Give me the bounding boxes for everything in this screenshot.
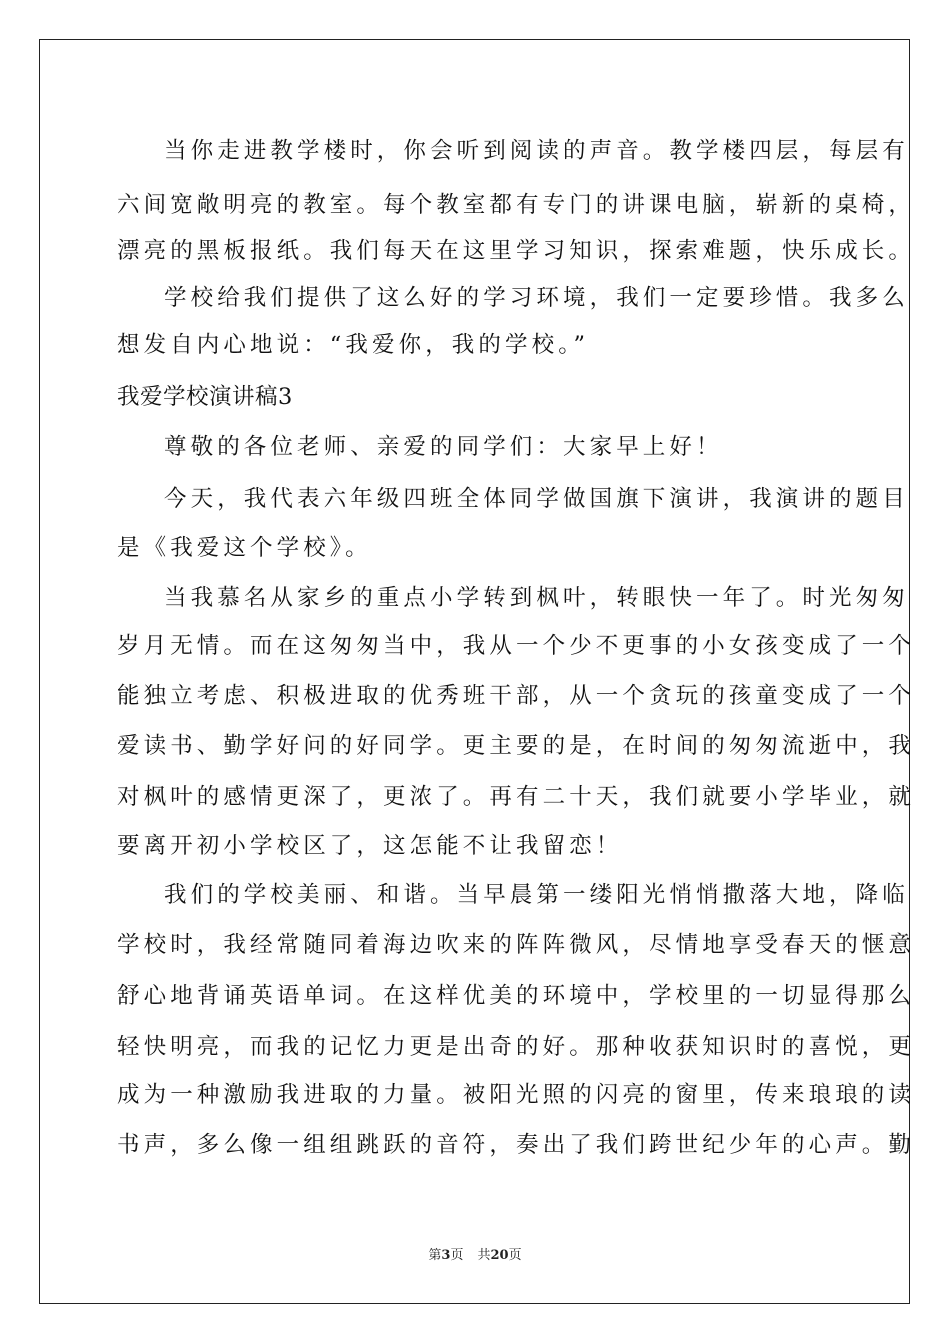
paragraph-line: 六间宽敞明亮的教室。每个教室都有专门的讲课电脑，崭新的桌椅， (117, 192, 916, 218)
paragraph-line: 学校给我们提供了这么好的学习环境，我们一定要珍惜。我多么 (164, 285, 909, 311)
paragraph-line: 岁月无情。而在这匆匆当中，我从一个少不更事的小女孩变成了一个 (117, 633, 916, 659)
paragraph-line: 要离开初小学校区了，这怎能不让我留恋！ (117, 833, 623, 859)
total-suffix: 页 (508, 1248, 522, 1263)
paragraph-line: 学校时，我经常随同着海边吹来的阵阵微风，尽情地享受春天的惬意 (117, 932, 916, 958)
paragraph-line: 舒心地背诵英语单词。在这样优美的环境中，学校里的一切显得那么 (117, 983, 916, 1009)
paragraph-line: 是《我爱这个学校》。 (117, 535, 372, 561)
paragraph-line: 当你走进教学楼时，你会听到阅读的声音。教学楼四层，每层有 (164, 138, 909, 164)
page-suffix: 页 (450, 1248, 464, 1263)
paragraph-line: 想发自内心地说：“我爱你，我的学校。” (117, 332, 590, 358)
paragraph-line: 轻快明亮，而我的记忆力更是出奇的好。那种收获知识时的喜悦，更 (117, 1034, 916, 1060)
paragraph-line: 我们的学校美丽、和谐。当早晨第一缕阳光悄悄撒落大地，降临 (164, 882, 909, 908)
page-frame (39, 39, 910, 1304)
paragraph-line: 当我慕名从家乡的重点小学转到枫叶，转眼快一年了。时光匆匆 (164, 585, 909, 611)
paragraph-line: 对枫叶的感情更深了，更浓了。再有二十天，我们就要小学毕业，就 (117, 784, 916, 810)
paragraph-line: 今天，我代表六年级四班全体同学做国旗下演讲，我演讲的题目 (164, 486, 909, 512)
total-prefix: 共 (477, 1248, 491, 1263)
paragraph-line: 尊敬的各位老师、亲爱的同学们：大家早上好！ (164, 434, 723, 460)
paragraph-line: 爱读书、勤学好问的好同学。更主要的是，在时间的匆匆流逝中，我 (117, 733, 916, 759)
section-heading: 我爱学校演讲稿3 (117, 384, 293, 410)
page-total: 20 (490, 1248, 509, 1263)
paragraph-line: 书声，多么像一组组跳跃的音符，奏出了我们跨世纪少年的心声。勤 (117, 1132, 916, 1158)
paragraph-line: 能独立考虑、积极进取的优秀班干部，从一个贪玩的孩童变成了一个 (117, 683, 916, 709)
page-prefix: 第 (428, 1248, 442, 1263)
page-footer (0, 1247, 950, 1265)
paragraph-line: 成为一种激励我进取的力量。被阳光照的闪亮的窗里，传来琅琅的读 (117, 1082, 916, 1108)
paragraph-line: 漂亮的黑板报纸。我们每天在这里学习知识，探索难题，快乐成长。 (117, 238, 916, 264)
page-current: 3 (441, 1248, 451, 1263)
